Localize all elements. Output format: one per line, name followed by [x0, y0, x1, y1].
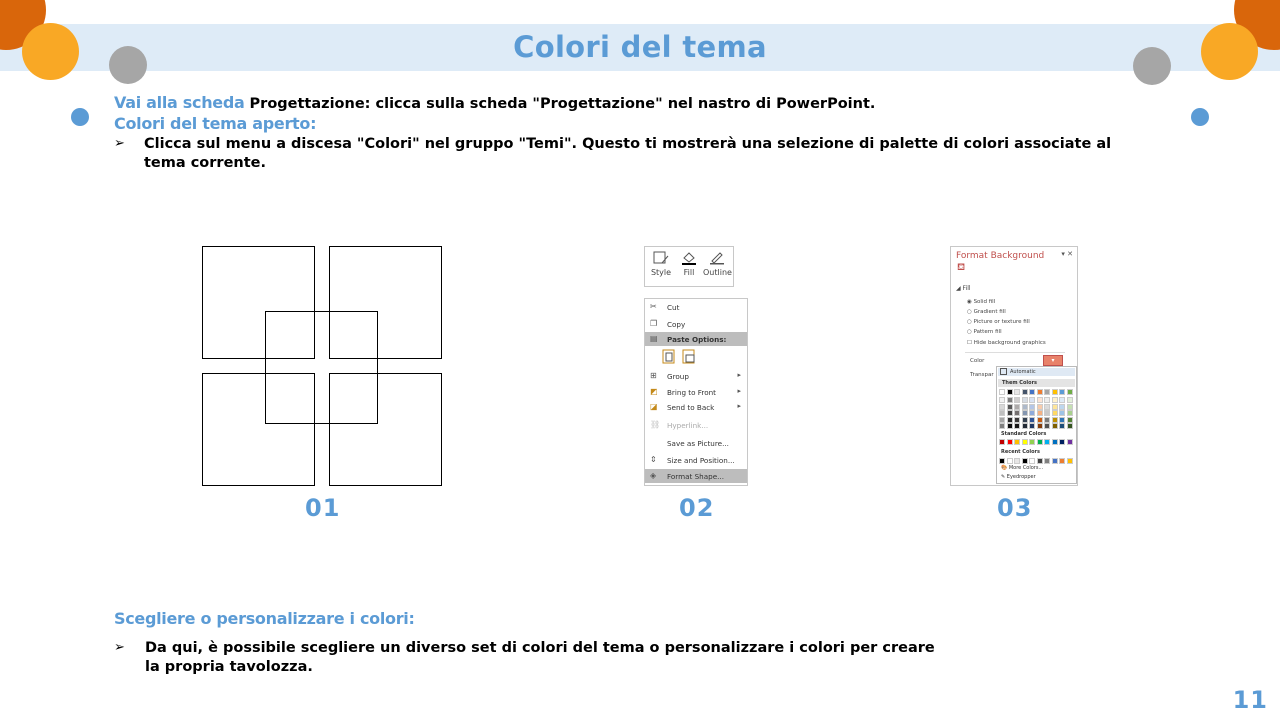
theme-shade-swatch[interactable] — [1044, 404, 1050, 410]
menu-item-copy[interactable]: ❐ Copy — [650, 319, 686, 329]
theme-shade-swatch[interactable] — [1067, 404, 1073, 410]
square-center — [265, 311, 378, 424]
outline-pen-icon — [709, 251, 725, 265]
theme-shade-swatch[interactable] — [1022, 417, 1028, 423]
theme-color-swatch[interactable] — [1029, 389, 1035, 395]
style-icon — [653, 251, 669, 265]
palette-standard-heading: Standard Colors — [1001, 431, 1047, 437]
theme-color-swatch[interactable] — [1007, 389, 1013, 395]
transparency-label: Transpar — [970, 372, 994, 378]
theme-shade-swatch[interactable] — [1044, 423, 1050, 429]
theme-shade-swatch[interactable] — [1029, 417, 1035, 423]
decor-circle-grey-right — [1133, 47, 1171, 85]
fill-section-heading[interactable]: ◢ Fill — [956, 285, 971, 292]
theme-shade-swatch[interactable] — [1007, 397, 1013, 403]
recent-color-swatch[interactable] — [1029, 458, 1035, 464]
outro-heading: Scegliere o personalizzare i colori: — [114, 609, 415, 628]
theme-shade-swatch[interactable] — [1037, 410, 1043, 416]
recent-color-swatch[interactable] — [1007, 458, 1013, 464]
theme-shade-swatch[interactable] — [1022, 397, 1028, 403]
bullet-text-line1: Clicca sul menu a discesa "Colori" nel gruppo "Temi". Questo ti mostrerà una selezione di palette di colori associate al — [144, 136, 1112, 152]
bullet-text-line2: tema corrente. — [144, 155, 266, 171]
auto-swatch — [1000, 368, 1007, 375]
bring-front-icon: ◩ — [650, 387, 658, 396]
theme-shade-swatch[interactable] — [999, 397, 1005, 403]
theme-shade-swatch[interactable] — [1014, 423, 1020, 429]
recent-color-row[interactable] — [999, 458, 1075, 464]
theme-shade-swatch[interactable] — [999, 410, 1005, 416]
theme-shade-swatch[interactable] — [1052, 397, 1058, 403]
theme-shade-swatch[interactable] — [1029, 404, 1035, 410]
theme-shade-swatch[interactable] — [999, 423, 1005, 429]
standard-color-row[interactable] — [999, 439, 1075, 445]
theme-shade-swatch[interactable] — [1044, 410, 1050, 416]
theme-shade-swatch[interactable] — [999, 417, 1005, 423]
fill-bucket-icon: ⛾ — [957, 262, 966, 273]
theme-shade-swatch[interactable] — [1014, 397, 1020, 403]
theme-shade-swatch[interactable] — [1052, 404, 1058, 410]
theme-color-grid[interactable] — [999, 389, 1075, 429]
standard-color-swatch[interactable] — [1059, 439, 1065, 445]
theme-shade-swatch[interactable] — [1037, 417, 1043, 423]
color-palette-dropdown — [996, 366, 1077, 484]
theme-shade-swatch[interactable] — [1059, 397, 1065, 403]
option-solid-fill[interactable]: ◉ Solid fill — [967, 299, 996, 305]
send-back-icon: ◪ — [650, 402, 658, 411]
intro-lead: Vai alla scheda — [114, 93, 245, 112]
bullet-icon: ➢ — [114, 136, 125, 151]
recent-color-swatch[interactable] — [1067, 458, 1073, 464]
theme-shade-swatch[interactable] — [1037, 423, 1043, 429]
figure-label-02: 02 — [679, 494, 715, 522]
link-icon: ⛓ — [650, 420, 661, 429]
paste-choice-icon — [661, 349, 701, 365]
context-menu — [644, 298, 748, 486]
recent-color-swatch[interactable] — [1052, 458, 1058, 464]
recent-color-swatch[interactable] — [999, 458, 1005, 464]
theme-color-swatch[interactable] — [1014, 389, 1020, 395]
eyedropper-icon: ✎ — [1001, 474, 1006, 480]
standard-color-swatch[interactable] — [1052, 439, 1058, 445]
theme-shade-swatch[interactable] — [1044, 417, 1050, 423]
palette-theme-heading: Them Colors — [998, 379, 1075, 387]
menu-item-save-as-picture[interactable]: Save as Picture... — [667, 439, 729, 448]
standard-color-swatch[interactable] — [999, 439, 1005, 445]
theme-shade-swatch[interactable] — [1037, 404, 1043, 410]
pane-title: Format Background — [956, 251, 1045, 261]
decor-circle-grey-left — [109, 46, 147, 84]
format-shape-icon: ◈ — [650, 471, 657, 480]
theme-color-swatch[interactable] — [1052, 389, 1058, 395]
group-icon: ⊞ — [650, 371, 657, 380]
theme-shade-swatch[interactable] — [1052, 417, 1058, 423]
figure-label-03: 03 — [997, 494, 1033, 522]
paste-option-icons[interactable] — [661, 349, 701, 365]
decor-circle-orange-right — [1201, 23, 1258, 80]
page-number: 11 — [1232, 686, 1268, 714]
theme-shade-swatch[interactable] — [1014, 417, 1020, 423]
menu-item-format-shape[interactable]: ◈ Format Shape... — [645, 469, 747, 483]
decor-dot-blue-left — [71, 108, 89, 126]
option-pattern-fill[interactable]: ○ Pattern fill — [967, 329, 1002, 335]
menu-item-send-to-back[interactable]: ◪ Send to Back ▸ — [650, 402, 741, 412]
submenu-arrow-icon: ▸ — [737, 387, 741, 395]
theme-color-swatch[interactable] — [999, 389, 1005, 395]
submenu-arrow-icon: ▸ — [737, 402, 741, 410]
standard-color-swatch[interactable] — [1037, 439, 1043, 445]
theme-shade-swatch[interactable] — [1059, 410, 1065, 416]
theme-color-swatch[interactable] — [1044, 389, 1050, 395]
theme-shade-swatch[interactable] — [1052, 410, 1058, 416]
theme-shade-swatch[interactable] — [1059, 417, 1065, 423]
slide-title: Colori del tema — [513, 30, 767, 64]
figure-label-01: 01 — [305, 494, 341, 522]
recent-color-swatch[interactable] — [1014, 458, 1020, 464]
theme-color-swatch[interactable] — [1037, 389, 1043, 395]
theme-shade-swatch[interactable] — [1014, 410, 1020, 416]
theme-shade-swatch[interactable] — [1037, 397, 1043, 403]
standard-color-swatch[interactable] — [1029, 439, 1035, 445]
theme-shade-swatch[interactable] — [1067, 423, 1073, 429]
section-heading: Colori del tema aperto: — [114, 114, 317, 133]
toolbar-fill[interactable] — [675, 249, 703, 277]
standard-color-swatch[interactable] — [1067, 439, 1073, 445]
palette-automatic[interactable]: Automatic — [998, 368, 1075, 376]
theme-color-swatch[interactable] — [1059, 389, 1065, 395]
theme-color-swatch[interactable] — [1022, 389, 1028, 395]
intro-line — [114, 93, 875, 114]
standard-color-swatch[interactable] — [1014, 439, 1020, 445]
menu-item-paste-options: ▤ Paste Options: — [645, 332, 747, 346]
recent-color-swatch[interactable] — [1059, 458, 1065, 464]
recent-color-swatch[interactable] — [1037, 458, 1043, 464]
paste-icon: ▤ — [650, 334, 658, 343]
copy-icon: ❐ — [650, 319, 658, 328]
theme-shade-swatch[interactable] — [1022, 410, 1028, 416]
intro-text: Progettazione: clicca sulla scheda "Progettazione" nel nastro di PowerPoint. — [244, 96, 876, 112]
fill-bucket-icon — [681, 251, 697, 265]
theme-shade-swatch[interactable] — [1059, 404, 1065, 410]
theme-shade-swatch[interactable] — [1059, 423, 1065, 429]
recent-color-swatch[interactable] — [1022, 458, 1028, 464]
toolbar-style-label: Style — [650, 268, 672, 277]
theme-shade-swatch[interactable] — [999, 404, 1005, 410]
theme-color-swatch[interactable] — [1067, 389, 1073, 395]
palette-more-colors[interactable]: 🎨 More Colors... — [1001, 465, 1044, 471]
recent-color-swatch[interactable] — [1044, 458, 1050, 464]
standard-color-swatch[interactable] — [1044, 439, 1050, 445]
divider — [965, 352, 1065, 353]
theme-shade-swatch[interactable] — [1007, 404, 1013, 410]
toolbar-outline[interactable] — [703, 249, 731, 277]
theme-shade-swatch[interactable] — [1052, 423, 1058, 429]
theme-shade-swatch[interactable] — [1029, 423, 1035, 429]
theme-shade-swatch[interactable] — [1029, 410, 1035, 416]
theme-shade-swatch[interactable] — [1022, 404, 1028, 410]
palette-recent-heading: Recent Colors — [1001, 449, 1040, 455]
theme-shade-swatch[interactable] — [1044, 397, 1050, 403]
theme-shade-swatch[interactable] — [1067, 397, 1073, 403]
menu-item-hyperlink: ⛓ Hyperlink... — [650, 420, 709, 430]
menu-item-group[interactable]: ⊞ Group ▸ — [650, 371, 741, 381]
submenu-arrow-icon: ▸ — [737, 371, 741, 379]
outro-line1: Da qui, è possibile scegliere un diverso set di colori del tema o personalizzare i colori per creare — [145, 640, 935, 656]
option-picture-fill[interactable]: ○ Picture or texture fill — [967, 319, 1030, 325]
outro-bullet-icon: ➢ — [114, 640, 125, 655]
theme-shade-swatch[interactable] — [1022, 423, 1028, 429]
theme-shade-swatch[interactable] — [1007, 417, 1013, 423]
theme-shade-swatch[interactable] — [1029, 397, 1035, 403]
theme-shade-swatch[interactable] — [1067, 410, 1073, 416]
theme-shade-swatch[interactable] — [1007, 410, 1013, 416]
color-label: Color — [970, 358, 985, 364]
theme-shade-swatch[interactable] — [1007, 423, 1013, 429]
toolbar-fill-label: Fill — [683, 268, 695, 277]
toolbar-style[interactable] — [647, 249, 675, 277]
palette-eyedropper[interactable]: ✎ Eyedropper — [1001, 474, 1036, 480]
menu-item-bring-to-front[interactable]: ◩ Bring to Front ▸ — [650, 387, 741, 397]
option-gradient-fill[interactable]: ○ Gradient fill — [967, 309, 1006, 315]
theme-shade-swatch[interactable] — [1014, 404, 1020, 410]
decor-circle-orange-left — [22, 23, 79, 80]
shape-format-toolbar — [644, 246, 734, 287]
outro-line2: la propria tavolozza. — [145, 659, 313, 675]
decor-dot-blue-right — [1191, 108, 1209, 126]
hide-background-checkbox[interactable]: ☐ Hide background graphics — [967, 340, 1046, 346]
theme-shade-swatch[interactable] — [1067, 417, 1073, 423]
menu-item-cut[interactable]: ✂ Cut — [650, 302, 680, 312]
standard-color-swatch[interactable] — [1022, 439, 1028, 445]
toolbar-outline-label: Outline — [703, 268, 732, 277]
color-picker-button[interactable]: ▾ — [1043, 355, 1063, 366]
size-icon: ⇕ — [650, 455, 657, 464]
scissors-icon: ✂ — [650, 302, 657, 311]
pane-close-icon[interactable]: ▾ ✕ — [1061, 250, 1073, 258]
standard-color-swatch[interactable] — [1007, 439, 1013, 445]
menu-item-size-position[interactable]: ⇕ Size and Position... — [650, 455, 735, 465]
